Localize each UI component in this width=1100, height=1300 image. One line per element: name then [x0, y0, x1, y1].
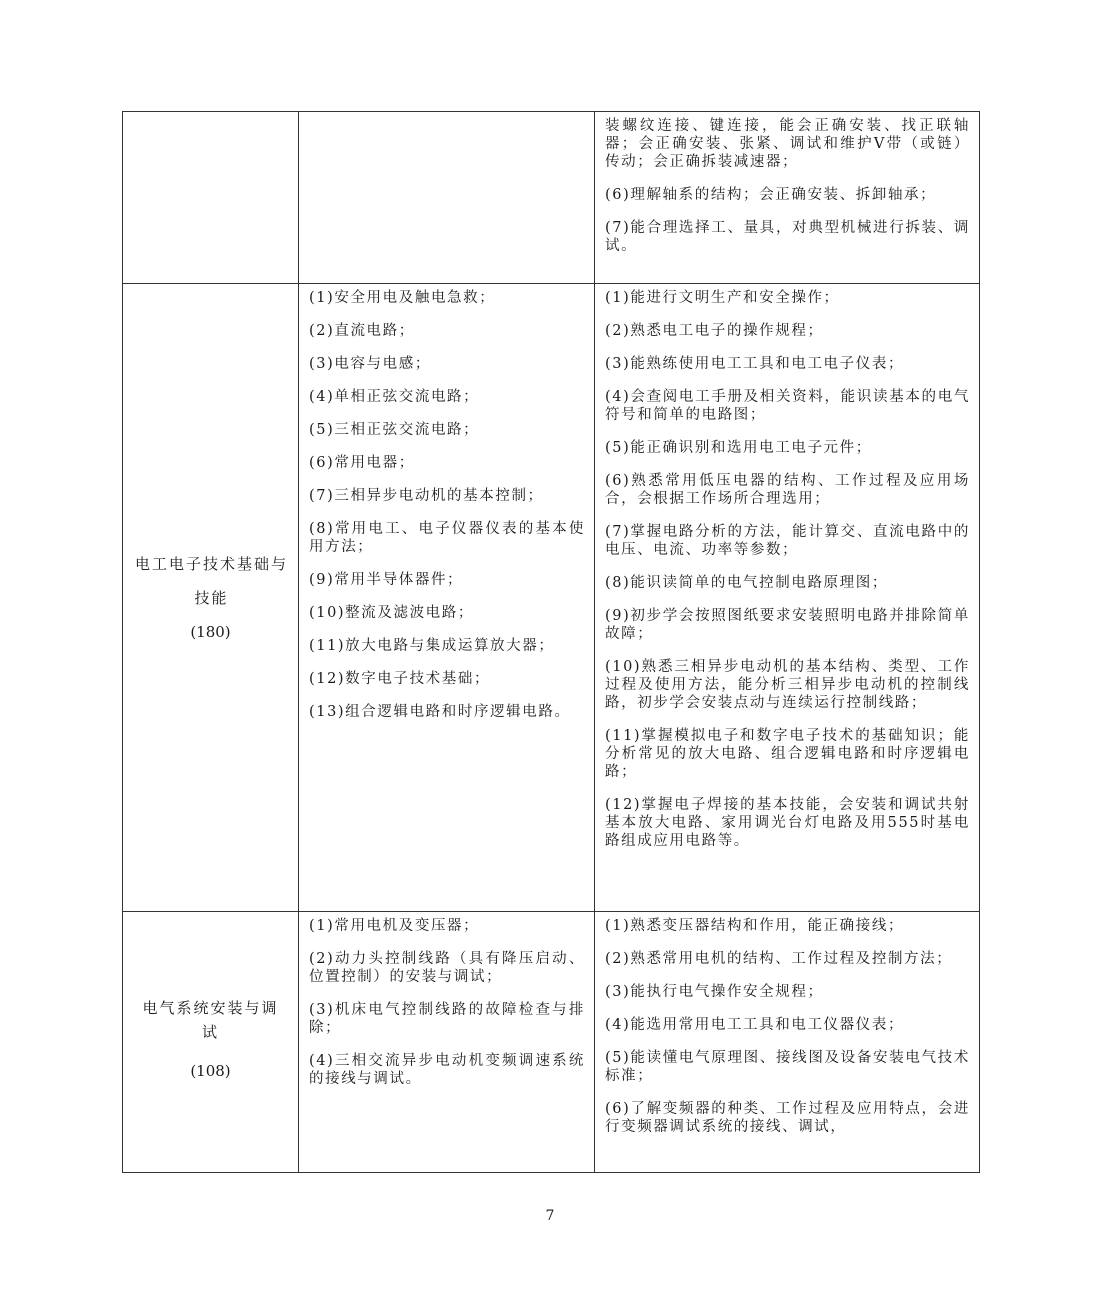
table-row — [123, 112, 980, 284]
list-item: (10)整流及滤波电路； — [309, 605, 474, 621]
list-item: (1)能进行文明生产和安全操作； — [605, 290, 840, 306]
list-item: (6)理解轴系的结构；会正确安装、拆卸轴承； — [605, 187, 937, 203]
list-item: (4)单相正弦交流电路； — [309, 389, 480, 405]
list-item: (4)会查阅电工手册及相关资料，能识读基本的电气符号和简单的电路图； — [605, 389, 970, 423]
list-item: (5)能读懂电气原理图、接线图及设备安装电气技术标准； — [605, 1050, 970, 1084]
list-item: (2)直流电路； — [309, 323, 415, 339]
course-name-cell — [123, 284, 299, 912]
course-hours: (180) — [190, 622, 231, 641]
table-row — [123, 912, 980, 1173]
list-item: (10)熟悉三相异步电动机的基本结构、类型、工作过程及使用方法，能分析三相异步电动机的控制线路，初步学会安装点动与连续运行控制线路； — [605, 659, 970, 711]
list-item: (9)初步学会按照图纸要求安装照明电路并排除简单故障； — [605, 608, 970, 642]
list-item: (7)三相异步电动机的基本控制； — [309, 488, 544, 504]
course-content-cell — [299, 912, 595, 1173]
page-number: 7 — [545, 1208, 555, 1224]
list-item: (1)安全用电及触电急救； — [309, 290, 496, 306]
list-item: (9)常用半导体器件； — [309, 572, 464, 588]
list-item: (12)数字电子技术基础； — [309, 671, 491, 687]
content-list — [299, 284, 594, 727]
list-item: (5)能正确识别和选用电工电子元件； — [605, 440, 872, 456]
list-item: (2)熟悉常用电机的结构、工作过程及控制方法； — [605, 951, 953, 967]
list-item: 装螺纹连接、键连接，能会正确安装、找正联轴器；会正确安装、张紧、调试和维护V带（或链）传动；会正确拆装减速器； — [605, 118, 970, 170]
requirements-list — [595, 284, 979, 856]
course-table — [122, 111, 980, 1173]
list-item: (6)了解变频器的种类、工作过程及应用特点，会进行变频器调试系统的接线、调试， — [605, 1101, 970, 1135]
list-item: (11)放大电路与集成运算放大器； — [309, 638, 555, 654]
list-item: (3)电容与电感； — [309, 356, 431, 372]
content-list — [299, 912, 594, 1094]
list-item: (1)熟悉变压器结构和作用，能正确接线； — [605, 918, 905, 934]
list-item: (7)掌握电路分析的方法，能计算交、直流电路中的电压、电流、功率等参数； — [605, 524, 970, 558]
list-item: (4)三相交流异步电动机变频调速系统的接线与调试。 — [309, 1053, 585, 1087]
course-requirements-cell — [595, 912, 980, 1173]
course-requirements-cell — [595, 112, 980, 284]
requirements-list — [595, 912, 979, 1142]
list-item: (7)能合理选择工、量具，对典型机械进行拆装、调试。 — [605, 220, 970, 254]
course-name: 电气系统安装与调试 — [142, 999, 279, 1041]
list-item: (3)机床电气控制线路的故障检查与排除； — [309, 1002, 585, 1036]
list-item: (8)能识读简单的电气控制电路原理图； — [605, 575, 888, 591]
list-item: (8)常用电工、电子仪器仪表的基本使用方法； — [309, 521, 585, 555]
list-item: (3)能执行电气操作安全规程； — [605, 984, 824, 1000]
course-name-cell — [123, 912, 299, 1173]
content-list — [299, 112, 594, 123]
list-item: (3)能熟练使用电工工具和电工电子仪表； — [605, 356, 905, 372]
course-requirements-cell — [595, 284, 980, 912]
course-name: 电工电子技术基础与技能 — [134, 554, 288, 607]
list-item: (13)组合逻辑电路和时序逻辑电路。 — [309, 704, 571, 720]
list-item: (11)掌握模拟电子和数字电子技术的基础知识；能分析常见的放大电路、组合逻辑电路和时序逻辑电路； — [605, 728, 970, 780]
list-item: (4)能选用常用电工工具和电工仪器仪表； — [605, 1017, 905, 1033]
list-item: (6)熟悉常用低压电器的结构、工作过程及应用场合，会根据工作场所合理选用； — [605, 473, 970, 507]
requirements-list — [595, 112, 979, 261]
course-content-cell — [299, 112, 595, 284]
list-item: (5)三相正弦交流电路； — [309, 422, 480, 438]
list-item: (2)熟悉电工电子的操作规程； — [605, 323, 824, 339]
list-item: (12)掌握电子焊接的基本技能，会安装和调试共射基本放大电路、家用调光台灯电路及用555时基电路组成应用电路等。 — [605, 797, 970, 849]
course-content-cell — [299, 284, 595, 912]
list-item: (2)动力头控制线路（具有降压启动、位置控制）的安装与调试； — [309, 951, 585, 985]
course-hours: (108) — [190, 1062, 231, 1080]
course-name-cell — [123, 112, 299, 284]
table-row — [123, 284, 980, 912]
list-item: (1)常用电机及变压器； — [309, 918, 480, 934]
list-item: (6)常用电器； — [309, 455, 415, 471]
